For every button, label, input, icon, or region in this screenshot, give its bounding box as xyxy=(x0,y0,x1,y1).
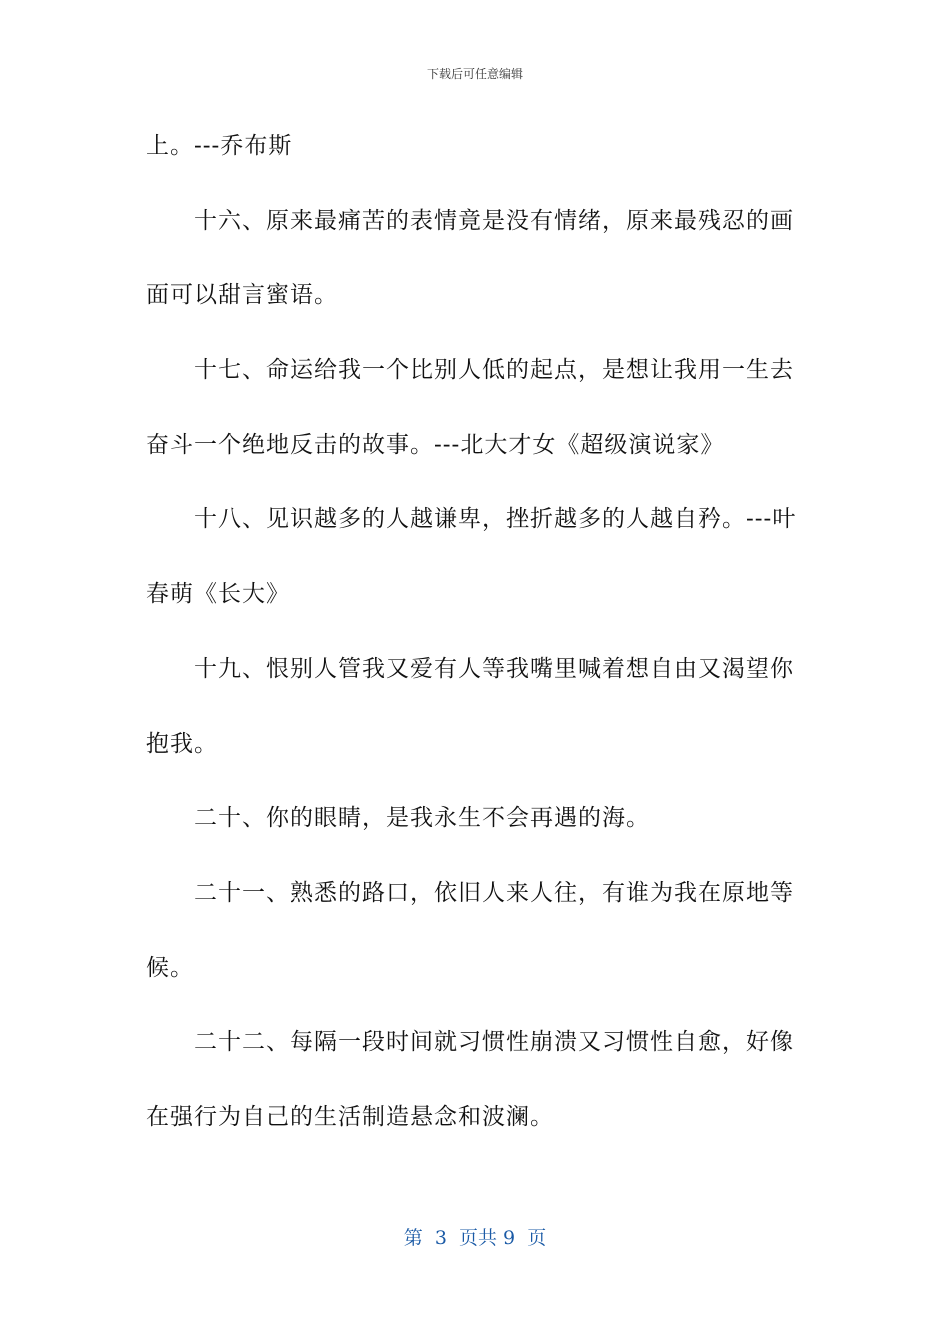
page-number: 第 3 页共 9 页 xyxy=(403,1227,547,1249)
text-line: 上。---乔布斯 xyxy=(146,133,293,159)
page-header: 下载后可任意编辑 xyxy=(426,67,523,81)
text-line: 十九、恨别人管我又爱有人等我嘴里喊着想自由又渴望你 xyxy=(194,655,794,682)
text-line: 春萌《长大》 xyxy=(146,581,290,608)
text-line: 十八、见识越多的人越谦卑，挫折越多的人越自矜。---叶 xyxy=(194,506,797,533)
text-line: 在强行为自己的生活制造悬念和波澜。 xyxy=(146,1103,554,1130)
text-line: 二十二、每隔一段时间就习惯性崩溃又习惯性自愈，好像 xyxy=(194,1029,794,1056)
text-line: 候。 xyxy=(146,954,194,981)
text-line: 十六、原来最痛苦的表情竟是没有情绪，原来最残忍的画 xyxy=(194,207,794,234)
text-line: 二十一、熟悉的路口，依旧人来人往，有谁为我在原地等 xyxy=(194,879,794,906)
text-line: 十七、命运给我一个比别人低的起点，是想让我用一生去 xyxy=(194,357,794,384)
text-line: 奋斗一个绝地反击的故事。---北大才女《超级演说家》 xyxy=(146,431,725,458)
text-line: 抱我。 xyxy=(146,730,218,757)
document-body xyxy=(146,126,806,1172)
text-line: 面可以甜言蜜语。 xyxy=(146,282,338,309)
text-line: 二十、你的眼睛，是我永生不会再遇的海。 xyxy=(194,805,650,832)
